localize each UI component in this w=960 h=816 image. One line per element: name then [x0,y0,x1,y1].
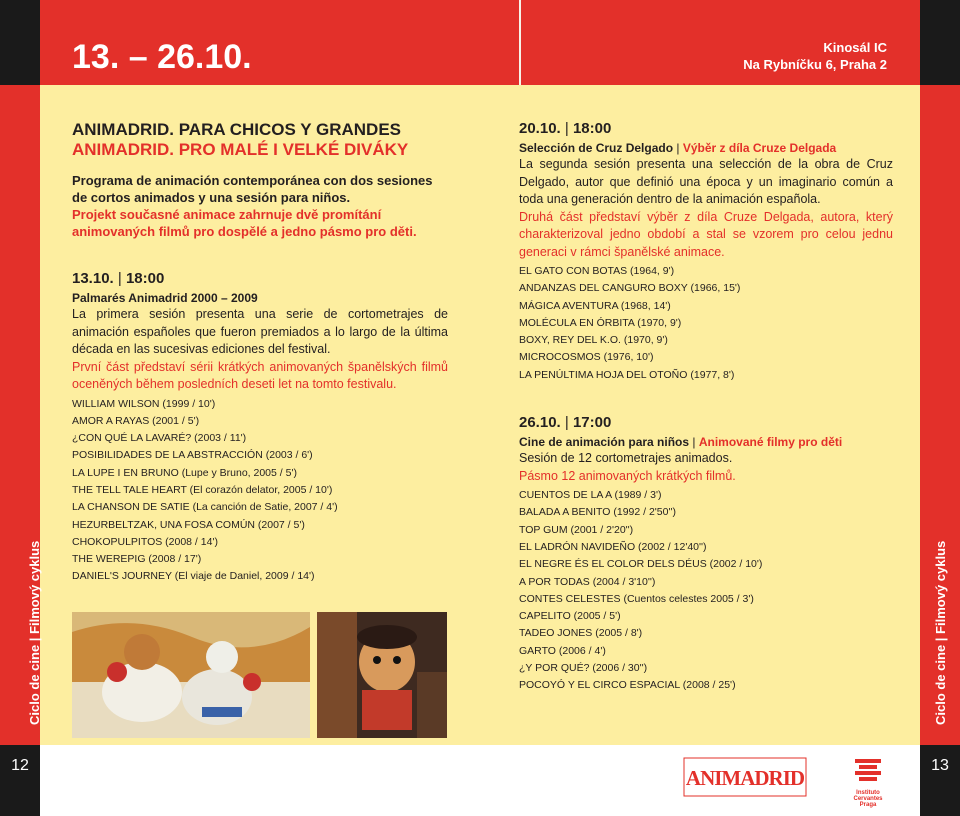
page-number-left: 12 [11,757,29,774]
session-1-date: 13.10. [72,270,114,287]
page-number-right: 13 [931,757,949,774]
film-item: TADEO JONES (2005 / 8') [519,627,643,640]
institute-line-2: Cervantes [853,796,883,802]
film-item: POSIBILIDADES DE LA ABSTRACCIÓN (2003 / 6') [72,449,313,462]
film-item: MICROCOSMOS (1976, 10') [519,351,654,364]
header-date-range: 13. – 26.10. [72,38,252,76]
film-item: ¿CON QUÉ LA LAVARÉ? (2003 / 11') [72,432,247,445]
session-2-film-list [519,263,893,384]
intro-es: Programa de animación contemporánea con dos sesiones de cortos animados y una sesión para niños. [72,173,433,205]
session-2-date: 20.10. [519,120,561,137]
film-item: BALADA A BENITO (1992 / 2'50'') [519,506,676,519]
venue-address: Na Rybníčku 6, Praha 2 [743,57,887,72]
session-1-film-list [72,396,448,586]
session-3-time: 17:00 [572,414,612,432]
session-2-title-es: Selección de Cruz Delgado [519,141,674,155]
film-item: A POR TODAS (2004 / 3'10'') [519,575,656,588]
film-item: CUENTOS DE LA A (1989 / 3') [519,489,662,502]
film-item: POCOYÓ Y EL CIRCO ESPACIAL (2008 / 25') [519,679,736,692]
left-side-label: Ciclo de cine | Filmový cyklus [27,540,42,725]
right-side-bar [920,0,960,816]
session-2-title-cs: Výběr z díla Cruze Delgada [682,141,837,155]
session-1-desc-cs: První část představí sérii krátkých animovaných španělských filmů oceněných během posledních deseti let na tomto festivalu. [72,359,448,391]
session-3-title-es: Cine de animación para niños [519,435,690,450]
film-item: THE WEREPIG (2008 / 17') [72,553,202,566]
right-side-label: Ciclo de cine | Filmový cyklus [933,540,948,725]
film-item: EL NEGRE ÉS EL COLOR DELS DÉUS (2002 / 10') [519,558,763,571]
left-side-bar [0,0,40,816]
session-3-desc-es: Sesión de 12 cortometrajes animados. [519,451,733,466]
film-still-puppet [317,612,447,738]
session-2-desc-cs: Druhá část představí výběr z díla Cruze Delgada, autora, který charakterizoval jedno období a stal se vzorem pro celou jednu generaci v rámci španělské animace. [519,209,893,259]
session-3-desc-cs: Pásmo 12 animovaných krátkých filmů. [519,468,736,483]
film-item: MÁGICA AVENTURA (1968, 14') [519,299,671,312]
film-item: WILLIAM WILSON (1999 / 10') [72,397,216,410]
session-2-title: Selección de Cruz Delgado | Výběr z díla Cruze Delgada [519,141,837,155]
session-3-title: Cine de animación para niños | Animované filmy pro děti [519,435,843,450]
page-spread-gap [519,0,521,85]
film-item: MOLÉCULA EN ÓRBITA (1970, 9') [519,316,682,329]
instituto-cervantes-logo [842,757,894,807]
header-venue [743,39,887,73]
animadrid-logo-text: ANIMADRID [685,766,805,790]
left-column [72,120,448,586]
film-item: DANIEL'S JOURNEY (El viaje de Daniel, 2009 / 14') [72,570,315,583]
film-item: THE TELL TALE HEART (El corazón delator, 2005 / 10') [72,483,333,496]
session-2-time: 18:00 [572,120,612,137]
film-item: EL GATO CON BOTAS (1964, 9') [519,265,675,277]
instituto-cervantes-icon [853,757,883,785]
right-column [519,120,893,695]
session-1-desc-es: La primera sesión presenta una serie de cortometrajes de animación españoles que fueron premiados a lo largo de la última década en las sucesivas ediciones del festival. [72,307,448,356]
session-2-datetime: 20.10. | 18:00 [519,120,612,137]
film-item: EL LADRÓN NAVIDEÑO (2002 / 12'40'') [519,540,707,553]
film-item: LA LUPE I EN BRUNO (Lupe y Bruno, 2005 / 5') [72,466,297,479]
session-3-datetime: 26.10. | 17:00 [519,414,612,432]
venue-name: Kinosál IC [823,40,887,55]
film-item: CHOKOPULPITOS (2008 / 14') [72,535,218,548]
film-item: CAPELITO (2005 / 5') [519,610,621,623]
animadrid-logo [683,757,807,797]
session-1-datetime: 13.10. | 18:00 [72,270,165,287]
intro-cs: Projekt současné animace zahrnuje dvě promítání animovaných filmů pro dospělé a jedno pásmo pro děti. [72,207,417,239]
header-bar [40,0,920,85]
film-still-cartoon-characters [72,612,310,738]
session-1-title: Palmarés Animadrid 2000 – 2009 [72,291,258,305]
film-item: TOP GUM (2001 / 2'20'') [519,523,634,536]
session-1-time: 18:00 [125,270,165,287]
film-item: BOXY, REY DEL K.O. (1970, 9') [519,334,668,347]
session-3-film-list [519,487,893,695]
film-item: HEZURBELTZAK, UNA FOSA COMÚN (2007 / 5') [72,518,305,531]
session-3-date: 26.10. [519,414,561,432]
film-item: AMOR A RAYAS (2001 / 5') [72,414,200,427]
institute-line-3: Praga [859,802,877,808]
session-2 [519,120,893,384]
session-2-desc-es: La segunda sesión presenta una selección de la obra de Cruz Delgado, autor que definió una época y un imaginario común a toda una generación dentro de la animación española. [519,157,893,206]
title-cs: ANIMADRID. PRO MALÉ I VELKÉ DIVÁKY [72,140,409,159]
session-1 [72,270,448,586]
film-item: LA PENÚLTIMA HOJA DEL OTOÑO (1977, 8') [519,368,735,381]
film-item: GARTO (2006 / 4') [519,644,606,657]
session-3-title-cs: Animované filmy pro děti [698,435,843,450]
title-es: ANIMADRID. PARA CHICOS Y GRANDES [72,120,402,139]
film-item: LA CHANSON DE SATIE (La canción de Satie, 2007 / 4') [72,501,338,514]
film-item: CONTES CELESTES (Cuentos celestes 2005 / 3') [519,592,754,605]
institute-line-1: Instituto [856,790,880,796]
film-item: ANDANZAS DEL CANGURO BOXY (1966, 15') [519,282,741,295]
session-3 [519,414,893,695]
film-item: ¿Y POR QUÉ? (2006 / 30'') [519,662,648,675]
